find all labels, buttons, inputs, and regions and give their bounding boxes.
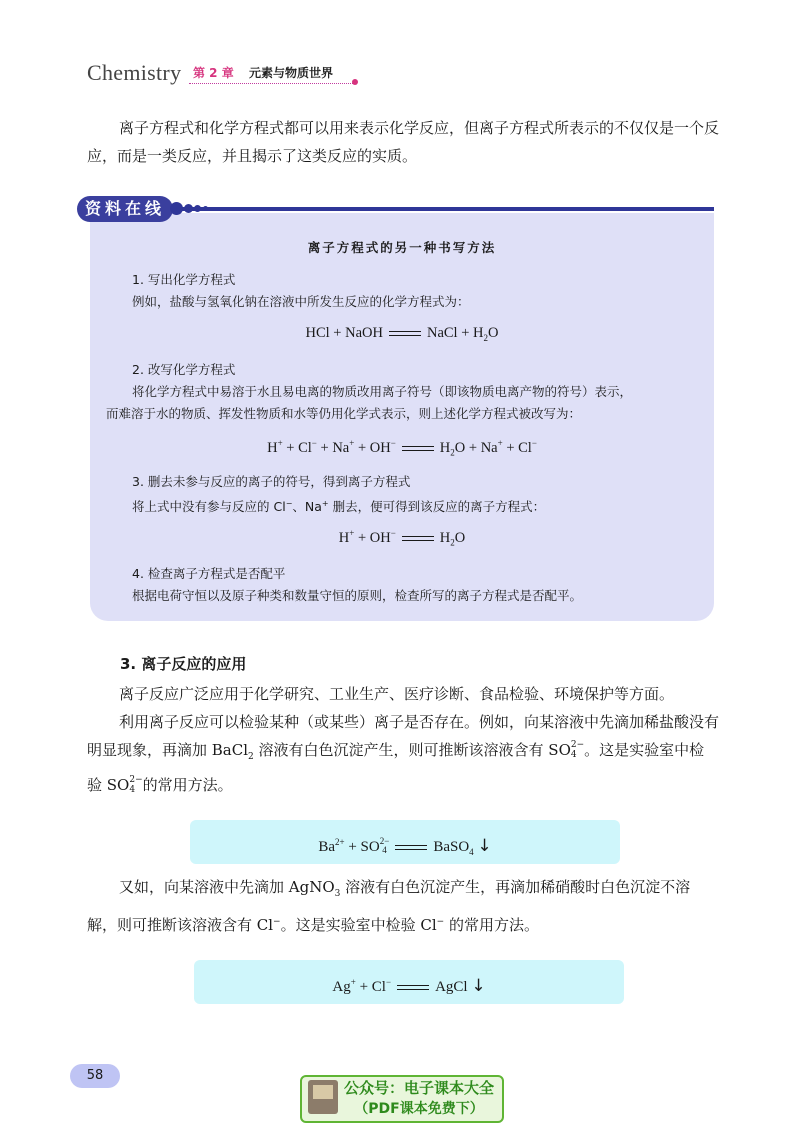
p2-sub3: 4 (129, 785, 136, 795)
decor-dot (170, 202, 183, 215)
header-brand: Chemistry (87, 60, 182, 85)
watermark-line-2: （PDF课本免费下） (354, 1101, 484, 1117)
info-tag-label: 资料在线 (84, 199, 165, 218)
eq2-plus: + (286, 439, 295, 456)
step-4-text: 根据电荷守恒以及原子种类和数量守恒的原则，检查所写的离子方程式是否配平。 (132, 588, 583, 603)
step-3-heading: 3. 删去未参与反应的离子的符号，得到离子方程式 (132, 474, 411, 489)
eq5-cl-sup: − (385, 977, 392, 987)
decor-dot (203, 206, 208, 211)
equals-sign (402, 446, 434, 451)
p2-a: 利用离子反应可以检验某种（或某些）离子是否存在。例如，向某溶液中先滴加稀盐酸没有明显现象，再滴加 BaCl (87, 713, 720, 759)
p3-b: 溶液有白色沉淀产生，再滴加稀硝酸时白色沉淀不溶解，则可推断该溶液含有 Cl (87, 878, 691, 934)
p2-sub-sup3 (129, 775, 142, 795)
eq2-na: Na (332, 439, 350, 456)
eq2-plus: + (357, 439, 367, 456)
equation-5 (194, 960, 624, 1009)
step-2-text-a: 将化学方程式中易溶于水且易电离的物质改用离子符号（即该物质电离产物的符号）表示， (132, 384, 633, 399)
intro-text: 离子方程式和化学方程式都可以用来表示化学反应，但离子方程式所表示的不仅仅是一个反应，而是一类反应，并且揭示了这类反应的实质。 (87, 119, 720, 165)
eq4-so: SO (360, 839, 380, 855)
eq2-r-na: Na (480, 439, 498, 456)
eq1-sub: 2 (483, 332, 488, 343)
eq4-ba-sup: 2+ (335, 837, 345, 847)
eq2-oh-sup: − (390, 438, 396, 448)
eq1-rhs-end: O (487, 325, 499, 341)
decor-dot (194, 205, 201, 212)
eq3-r-o: O (454, 529, 466, 546)
eq2-plus: + (506, 439, 515, 456)
eq5-ag-sup: + (350, 977, 356, 987)
p2-b: 溶液有白色沉淀产生，则可推断该溶液含有 SO (253, 741, 571, 759)
p2-sub-sup2 (571, 740, 584, 760)
eq4-plus: + (348, 839, 357, 855)
decor-dot (184, 204, 193, 213)
eq2-cl-sup: − (311, 438, 317, 448)
p2-sup2: 2− (570, 740, 585, 750)
eq2-r-na-sup: + (497, 438, 503, 448)
eq2-cl: Cl (298, 439, 312, 456)
eq4-so-subsup (380, 837, 390, 855)
p3-c: 。这是实验室中检验 Cl (280, 916, 437, 934)
precipitate-arrow-icon: ↓ (477, 836, 492, 856)
eq1-rhs: NaCl + H (426, 325, 484, 341)
p2-sup3: 2− (129, 775, 143, 785)
eq2-r-sub: 2 (450, 447, 455, 458)
step-2-text-b: 而难溶于水的物质、挥发性物质和水等仍用化学式表示，则上述化学方程式被改写为： (106, 406, 582, 421)
eq3-r-h: H (439, 529, 451, 546)
eq3-oh-sup: − (390, 528, 396, 538)
step-3-sup-2: + (321, 499, 329, 508)
intro-paragraph (87, 114, 719, 170)
eq4-rhs: BaSO (433, 839, 470, 855)
eq3-r-sub: 2 (450, 537, 455, 548)
p3-sup1: − (273, 917, 281, 927)
eq2-h: H (267, 439, 278, 456)
step-1-text: 例如，盐酸与氢氧化钠在溶液中所发生反应的化学方程式为： (132, 294, 470, 309)
step-3-text-a: 将上式中没有参与反应的 Cl (132, 499, 286, 515)
equation-2 (90, 438, 714, 458)
step-3-text-c: 删去，便可得到该反应的离子方程式： (328, 499, 546, 515)
header-chapter: 第 2 章 (193, 66, 234, 80)
step-3-sup-1: − (285, 499, 293, 508)
p3-a: 又如，向某溶液中先滴加 AgNO (119, 878, 335, 896)
step-2-heading: 2. 改写化学方程式 (132, 362, 236, 377)
p3-sub: 3 (334, 889, 341, 899)
info-box-title: 离子方程式的另一种书写方法 (307, 240, 497, 255)
p3-sup2: − (436, 917, 445, 927)
equals-sign (395, 845, 427, 850)
eq2-r-cl-sup: − (531, 438, 537, 448)
p2-sub2: 4 (570, 750, 577, 760)
eq1-lhs: HCl + NaOH (305, 325, 383, 341)
equation-1 (90, 325, 714, 343)
eq3-h-sup: + (349, 528, 355, 538)
eq2-plus: + (320, 439, 329, 456)
step-4-heading: 4. 检查离子方程式是否配平 (132, 566, 286, 581)
eq2-h-sup: + (277, 438, 283, 448)
book-icon-cover (313, 1085, 333, 1099)
header-chapter-title: 元素与物质世界 (249, 66, 334, 80)
eq2-r-o: O (454, 439, 466, 456)
p2-d: 的常用方法。 (142, 776, 233, 794)
equals-sign (402, 536, 434, 541)
eq2-na-sup: + (349, 438, 355, 448)
section-heading: 3. 离子反应的应用 (120, 655, 247, 673)
eq4-rhs-sub: 4 (469, 847, 474, 857)
eq3-h: H (338, 529, 350, 546)
step-3-text-b: 、Na (292, 499, 322, 515)
header-dot-marker (352, 79, 358, 85)
eq4-so-sup: 2− (379, 836, 390, 846)
eq2-plus: + (468, 439, 478, 456)
section-paragraph-3 (87, 873, 719, 939)
eq4-so-sub: 4 (382, 845, 387, 855)
precipitate-arrow-icon: ↓ (471, 976, 486, 996)
eq4-ba: Ba (318, 839, 335, 855)
eq5-ag: Ag (332, 979, 351, 995)
eq2-r-h: H (439, 439, 451, 456)
watermark-line-1: 公众号：电子课本大全 (344, 1079, 495, 1097)
eq5-cl: Cl (371, 979, 386, 995)
eq3-plus: + (357, 529, 367, 546)
section-paragraphs (87, 680, 719, 799)
eq5-rhs: AgCl (435, 979, 468, 995)
step-3-text (132, 494, 545, 517)
equation-4 (190, 820, 620, 874)
equals-sign (389, 331, 421, 336)
equals-sign (397, 985, 429, 990)
step-1-heading: 1. 写出化学方程式 (132, 272, 236, 287)
page-number: 58 (86, 1068, 104, 1083)
header-divider (189, 83, 355, 84)
eq2-oh: OH (369, 439, 391, 456)
equation-3 (90, 528, 714, 548)
p2-sub1: 2 (248, 752, 254, 762)
p2-c: 。这是实验室中检验 SO (87, 741, 705, 794)
eq2-r-cl: Cl (518, 439, 532, 456)
eq5-plus: + (359, 979, 369, 995)
section-p2 (87, 708, 719, 799)
eq3-oh: OH (369, 529, 391, 546)
p3-d: 的常用方法。 (444, 916, 539, 934)
section-p1: 离子反应广泛应用于化学研究、工业生产、医疗诊断、食品检验、环境保护等方面。 (119, 685, 675, 703)
